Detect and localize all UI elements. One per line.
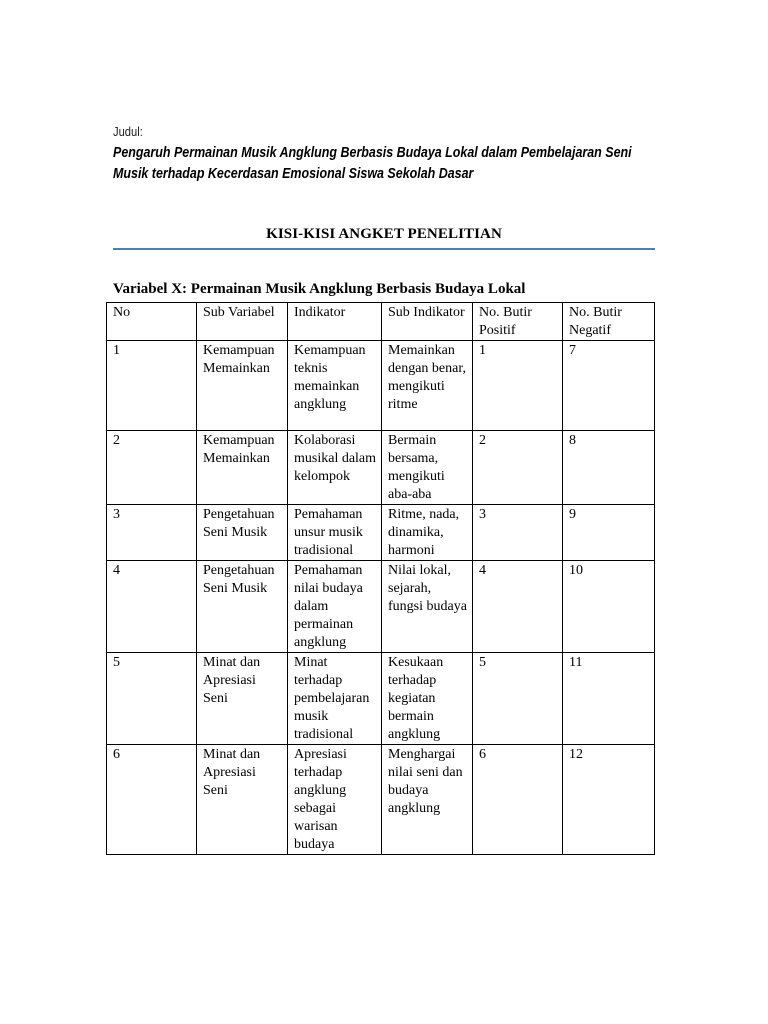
cell-no: 1 xyxy=(107,341,197,431)
cell-butir-negatif: 12 xyxy=(563,745,655,855)
cell-no: 4 xyxy=(107,561,197,653)
cell-indikator: Pemahaman unsur musik tradisional xyxy=(288,505,382,561)
cell-no: 5 xyxy=(107,653,197,745)
cell-indikator: Minat terhadap pembelajaran musik tradisional xyxy=(288,653,382,745)
cell-butir-positif: 5 xyxy=(473,653,563,745)
cell-butir-negatif: 8 xyxy=(563,431,655,505)
cell-indikator: Pemahaman nilai budaya dalam permainan angklung xyxy=(288,561,382,653)
cell-sub-variabel: Kemampuan Memainkan xyxy=(197,341,288,431)
cell-sub-indikator: Bermain bersama, mengikuti aba-aba xyxy=(382,431,473,505)
cell-butir-negatif: 7 xyxy=(563,341,655,431)
cell-sub-variabel: Pengetahuan Seni Musik xyxy=(197,505,288,561)
header-sub-variabel: Sub Variabel xyxy=(197,303,288,341)
header-sub-indikator: Sub Indikator xyxy=(382,303,473,341)
cell-butir-positif: 1 xyxy=(473,341,563,431)
heading-underline xyxy=(113,248,655,250)
cell-butir-negatif: 9 xyxy=(563,505,655,561)
cell-sub-indikator: Ritme, nada, dinamika, harmoni xyxy=(382,505,473,561)
cell-sub-indikator: Nilai lokal, sejarah, fungsi budaya xyxy=(382,561,473,653)
cell-butir-negatif: 10 xyxy=(563,561,655,653)
table-row xyxy=(107,653,655,745)
cell-sub-variabel: Kemampuan Memainkan xyxy=(197,431,288,505)
cell-butir-positif: 6 xyxy=(473,745,563,855)
table-row xyxy=(107,561,655,653)
cell-butir-positif: 2 xyxy=(473,431,563,505)
judul-label: Judul: xyxy=(113,124,143,139)
table-row xyxy=(107,431,655,505)
table-row xyxy=(107,505,655,561)
cell-no: 6 xyxy=(107,745,197,855)
header-butir-negatif: No. Butir Negatif xyxy=(563,303,655,341)
cell-no: 3 xyxy=(107,505,197,561)
cell-no: 2 xyxy=(107,431,197,505)
cell-sub-indikator: Kesukaan terhadap kegiatan bermain angklung xyxy=(382,653,473,745)
table-header-row xyxy=(107,303,655,341)
cell-indikator: Kolaborasi musikal dalam kelompok xyxy=(288,431,382,505)
cell-indikator: Apresiasi terhadap angklung sebagai warisan budaya xyxy=(288,745,382,855)
header-no: No xyxy=(107,303,197,341)
variable-caption: Variabel X: Permainan Musik Angklung Berbasis Budaya Lokal xyxy=(113,281,526,297)
cell-sub-indikator: Menghargai nilai seni dan budaya angklung xyxy=(382,745,473,855)
header-indikator: Indikator xyxy=(288,303,382,341)
table-row xyxy=(107,745,655,855)
cell-butir-positif: 3 xyxy=(473,505,563,561)
cell-sub-variabel: Minat dan Apresiasi Seni xyxy=(197,745,288,855)
cell-sub-variabel: Pengetahuan Seni Musik xyxy=(197,561,288,653)
cell-indikator: Kemampuan teknis memainkan angklung xyxy=(288,341,382,431)
cell-butir-positif: 4 xyxy=(473,561,563,653)
kisi-kisi-table xyxy=(106,302,655,855)
research-title: Pengaruh Permainan Musik Angklung Berbasis Budaya Lokal dalam Pembelajaran Seni Musik terhadap Kecerdasan Emosional Siswa Sekolah Dasar xyxy=(113,145,632,182)
section-heading: KISI-KISI ANGKET PENELITIAN xyxy=(266,226,502,242)
cell-butir-negatif: 11 xyxy=(563,653,655,745)
table-row xyxy=(107,341,655,431)
header-butir-positif: No. Butir Positif xyxy=(473,303,563,341)
cell-sub-variabel: Minat dan Apresiasi Seni xyxy=(197,653,288,745)
cell-sub-indikator: Memainkan dengan benar, mengikuti ritme xyxy=(382,341,473,431)
